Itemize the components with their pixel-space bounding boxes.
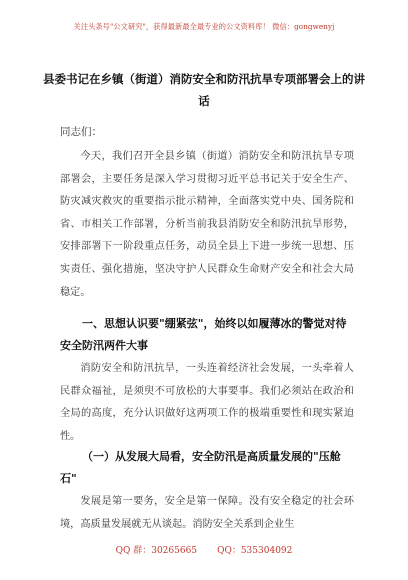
subsection-1-heading: （一）从发展大局看，安全防汛是高质量发展的"压舱石" — [60, 450, 341, 485]
subsection-1-paragraph: 发展是第一要务，安全是第一保障。没有安全稳定的社会环境，高质量发展就无从谈起。消防安全关系到企业生 — [60, 496, 354, 530]
section-1-paragraph: 消防安全和防汛抗旱，一头连着经济社会发展，一头牵着人民群众福祉，是须臾不可放松的大事要事。我们必须站在政治和全局的高度，充分认识做好这两项工作的极端重要性和现实紧迫性。 — [60, 363, 354, 442]
intro-paragraph: 今天，我们召开全县乡镇（街道）消防安全和防汛抗旱专项部署会，主要任务是深入学习贯彻习近平总书记关于安全生产、防灾减灾救灾的重要指示批示精神，全面落实党中央、国务院和省、市相关工作部署，分析当前我县消防安全和防汛抗旱形势，安排部署下一阶段重点任务，动员全县上下进一步统一思想、压实责任、强化措施，坚决守护人民群众生命财产安全和社会大局稳定。 — [60, 151, 354, 298]
qq-contact: QQ：535304092 — [217, 546, 293, 556]
top-banner: 关注头条号"公文研究"，获得最新最全最专业的公文资料库！ 微信：gongwenyj — [73, 22, 335, 31]
bottom-banner — [0, 543, 408, 556]
document-title: 县委书记在乡镇（街道）消防安全和防汛抗旱专项部署会上的讲话 — [43, 72, 365, 108]
salutation: 同志们： — [60, 126, 102, 138]
section-1-heading: 一、思想认识要"绷紧弦"，始终以如履薄冰的警觉对待安全防汛两件大事 — [60, 317, 347, 352]
qq-group: QQ 群：30265665 — [115, 546, 198, 556]
